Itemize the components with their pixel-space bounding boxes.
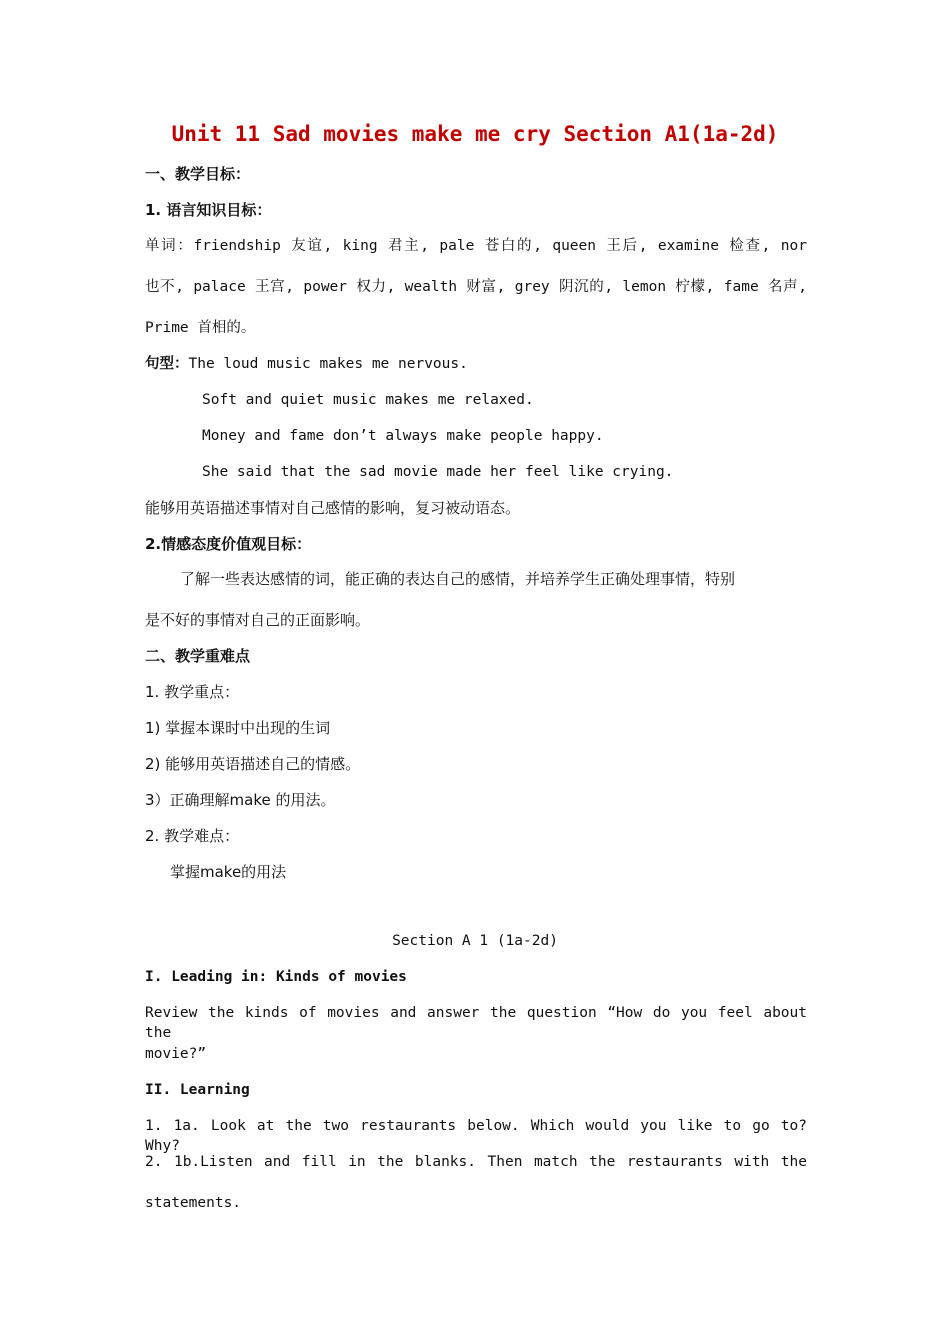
difficult-point: 掌握make的用法 — [170, 863, 287, 881]
emotion-line-2: 是不好的事情对自己的正面影响。 — [145, 611, 371, 629]
emotion-line-1: 了解一些表达感情的词，能正确的表达自己的感情，并培养学生正确处理事情，特别 — [180, 570, 736, 588]
sentence-3: Money and fame don’t always make people happy. — [202, 428, 604, 444]
key-point-1: 1) 掌握本课时中出现的生词 — [145, 719, 331, 737]
sentence-4: She said that the sad movie made her feel like crying. — [202, 464, 674, 480]
leading-in-line-2: movie?” — [145, 1046, 207, 1062]
leading-in-line-1: Review the kinds of movies and answer the question “How do you feel about the — [145, 1005, 807, 1041]
learning-item-2-line-1: 2. 1b.Listen and fill in the blanks. Then match the restaurants with the — [145, 1154, 807, 1170]
subheading-language-knowledge: 1. 语言知识目标： — [145, 201, 272, 219]
section-title: Section A 1 (1a-2d) — [392, 933, 558, 949]
learning-heading: II. Learning — [145, 1082, 250, 1098]
learning-item-1: 1. 1a. Look at the two restaurants below. Which would you like to go to? Why? — [145, 1118, 807, 1154]
vocab-line-2: 也不, palace 王宫, power 权力, wealth 财富, grey 阴沉的, lemon 柠檬, fame 名声, — [145, 279, 807, 295]
sentence-1: The loud music makes me nervous. — [188, 356, 468, 372]
section-heading-key-difficult: 二、教学重难点 — [145, 647, 251, 665]
learning-item-2-line-2: statements. — [145, 1195, 242, 1211]
difficult-points-heading: 2. 教学难点： — [145, 827, 240, 845]
key-point-2: 2) 能够用英语描述自己的情感。 — [145, 755, 361, 773]
vocab-line-3: Prime 首相的。 — [145, 320, 256, 336]
vocab-line-1: 单词：friendship 友谊, king 君主, pale 苍白的, queen 王后, examine 检查, nor — [145, 238, 807, 254]
document-title: Unit 11 Sad movies make me cry Section A1(1a-2d) — [171, 122, 779, 146]
leading-in-heading: I. Leading in: Kinds of movies — [145, 969, 407, 985]
key-point-3: 3）正确理解make 的用法。 — [145, 791, 336, 809]
sentence-pattern-row — [145, 354, 807, 374]
sentence-2: Soft and quiet music makes me relaxed. — [202, 392, 534, 408]
ability-statement: 能够用英语描述事情对自己感情的影响，复习被动语态。 — [145, 499, 521, 517]
key-points-heading: 1. 教学重点： — [145, 683, 240, 701]
subheading-emotion-values: 2.情感态度价值观目标： — [145, 535, 312, 553]
section-heading-objectives: 一、教学目标： — [145, 165, 251, 183]
sentence-pattern-label: 句型： — [145, 356, 189, 372]
